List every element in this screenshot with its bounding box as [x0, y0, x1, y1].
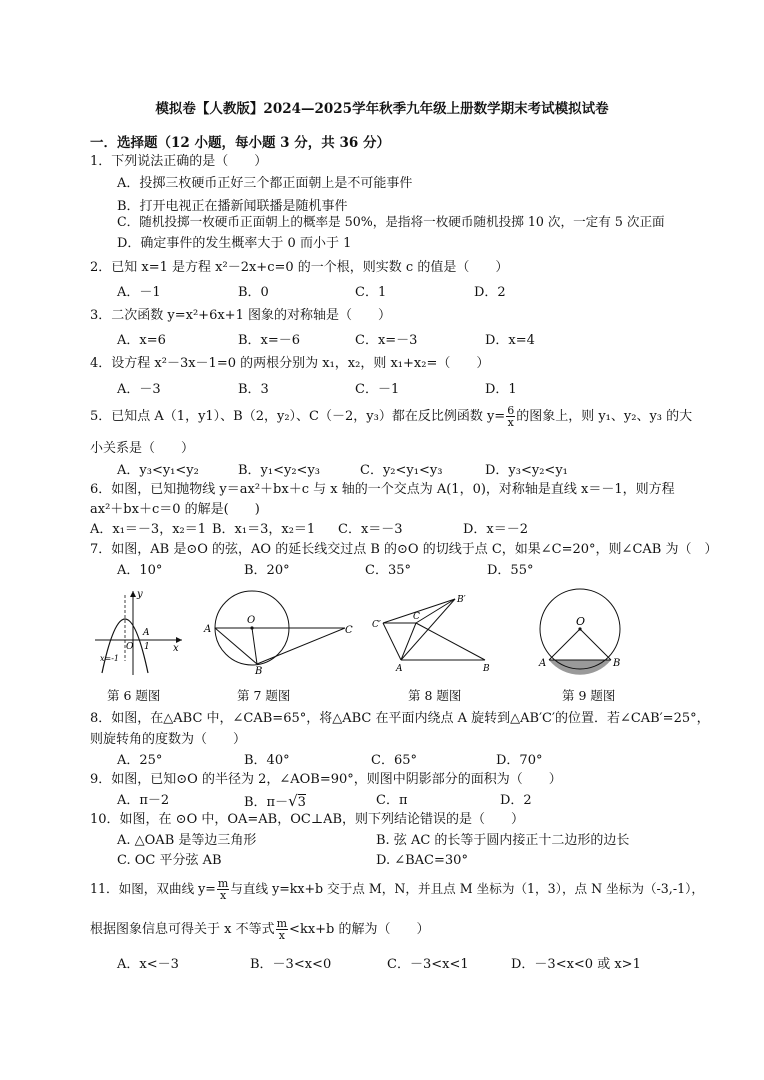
segment-cb [416, 623, 485, 660]
question-8-stem: 8．如图，在△ABC 中，∠CAB=65°，将△ABC 在平面内绕点 A 旋转到△AB′C′的位置．若∠CAB′=25°， [90, 711, 710, 726]
segment-ac [401, 623, 416, 660]
question-3-option-d: D．x=4 [485, 333, 535, 348]
question-11-option-a: A．x<－3 [117, 957, 179, 972]
question-8-stem-cont: 则旋转角的度数为（ ） [90, 732, 247, 747]
segment-ac-prime [383, 623, 401, 660]
question-1-option-a: A．投掷三枚硬币正好三个都正面朝上是不可能事件 [117, 176, 413, 191]
symmetry-label: x=-1 [100, 654, 120, 663]
question-8-option-a: A．25° [117, 753, 163, 768]
question-6-stem-cont: ax²＋bx＋c＝0 的解是( ) [90, 502, 260, 517]
label-b: B [483, 664, 490, 674]
figure-7-caption: 第 7 题图 [237, 688, 291, 703]
question-7-option-c: C．35° [365, 563, 411, 578]
question-5-option-b: B．y₁<y₂<y₃ [238, 463, 321, 478]
segment-c-b-prime [416, 599, 455, 623]
fraction [276, 918, 288, 941]
question-5-stem [90, 405, 692, 428]
fraction-numerator: m [217, 877, 229, 890]
y-label: y [137, 589, 143, 600]
label-c-prime: C′ [372, 620, 381, 630]
question-9-option-a: A．π－2 [117, 793, 170, 808]
question-1-option-d: D．确定事件的发生概率大于 0 而小于 1 [117, 236, 352, 251]
question-3-option-c: C．x=－3 [355, 333, 418, 348]
label-b: B [613, 658, 621, 669]
question-3-option-b: B．x=－6 [238, 333, 301, 348]
question-10-option-a: A. △OAB 是等边三角形 [117, 833, 257, 848]
question-10-stem: 10．如图，在 ⊙O 中，OA=AB，OC⊥AB，则下列结论错误的是（ ） [90, 812, 525, 827]
question-3-stem: 3．二次函数 y=x²+6x+1 图象的对称轴是（ ） [90, 308, 391, 323]
question-6-option-d: D．x＝－2 [463, 522, 529, 537]
figure-6-caption: 第 6 题图 [107, 688, 161, 703]
question-10-option-b: B. 弦 AC 的长等于圆内接正十二边形的边长 [376, 833, 630, 848]
fraction [217, 878, 229, 901]
question-7-option-a: A．10° [117, 563, 163, 578]
tangent-bc [257, 628, 345, 664]
question-9-option-b [244, 792, 306, 812]
label-a: A [539, 658, 547, 669]
question-9-option-d: D．2 [500, 793, 532, 808]
question-2-option-a: A．－1 [117, 285, 161, 300]
fraction-denominator: x [507, 416, 514, 429]
question-8-option-d: D．70° [496, 753, 543, 768]
question-7-option-b: B．20° [244, 563, 290, 578]
figure-7-circle-tangent [200, 590, 360, 675]
label-c: C [345, 625, 353, 636]
question-10-option-c: C. OC 平分弦 AB [117, 853, 222, 868]
sqrt-radicand: 3 [297, 795, 306, 810]
question-8-option-c: C．65° [371, 753, 417, 768]
question-11-option-c: C．－3<x<1 [387, 957, 469, 972]
question-7-option-d: D．55° [487, 563, 534, 578]
question-1-option-b: B．打开电视正在播新闻联播是随机事件 [117, 199, 348, 214]
question-1-option-c: C．随机投掷一枚硬币正面朝上的概率是 50%，是指将一枚硬币随机投掷 10 次，一定有 5 次正面 [117, 214, 665, 229]
label-b-prime: B′ [457, 595, 466, 605]
chord-ab [215, 628, 257, 664]
question-9-option-b-text: B．π－ [244, 795, 289, 810]
question-2-option-b: B．0 [238, 285, 269, 300]
question-2-option-d: D．2 [474, 285, 506, 300]
center-point [250, 626, 253, 629]
question-5-stem-part-2: 的图象上，则 y₁、y₂、y₃ 的大 [516, 409, 693, 424]
question-11-stem-part-2: 与直线 y=kx+b 交于点 M，N，并且点 M 坐标为（1，3），点 N 坐标为（-3,-1）， [230, 881, 704, 896]
fraction-denominator: x [278, 929, 285, 942]
question-2-option-c: C．1 [355, 285, 387, 300]
label-a: A [204, 624, 212, 635]
x-label: x [173, 643, 179, 654]
question-4-option-a: A．－3 [117, 382, 161, 397]
question-11-stem [90, 878, 704, 901]
page-title: 模拟卷【人教版】2024—2025学年秋季九年级上册数学期末考试模拟试卷 [155, 101, 609, 117]
fraction-numerator: m [276, 917, 288, 930]
label-b: B [255, 666, 263, 675]
question-5-stem-cont: 小关系是（ ） [90, 441, 195, 456]
question-8-option-b: B．40° [244, 753, 290, 768]
question-4-option-c: C．－1 [355, 382, 400, 397]
sqrt-sign: √ [288, 792, 298, 810]
one-label: 1 [144, 642, 150, 652]
figure-9-caption: 第 9 题图 [562, 688, 616, 703]
question-11-option-d: D．－3<x<0 或 x>1 [511, 957, 641, 972]
question-7-stem: 7．如图，AB 是⊙O 的弦，AO 的延长线交过点 B 的⊙O 的切线于点 C，如果∠C=20°，则∠CAB 为（ ） [90, 542, 718, 557]
question-11-stem-part-4: <kx+b 的解为（ ） [289, 922, 430, 937]
question-5-stem-part-1: 5．已知点 A（1，y1）、B（2，y₂）、C（－2，y₃）都在反比例函数 y= [90, 409, 506, 424]
question-6-option-a: A．x₁＝－3，x₂＝1 [90, 522, 207, 537]
question-1-stem: 1．下列说法正确的是（ ） [90, 154, 268, 169]
question-6-stem: 6．如图，已知抛物线 y＝ax²＋bx＋c 与 x 轴的一个交点为 A(1，0)，对称轴是直线 x＝－1，则方程 [90, 482, 675, 497]
radius-ob [252, 628, 257, 664]
question-4-option-d: D．1 [485, 382, 517, 397]
fraction-numerator: 6 [507, 404, 515, 417]
label-a: A [396, 664, 403, 674]
label-c: C [413, 612, 420, 622]
question-2-stem: 2．已知 x=1 是方程 x²－2x+c=0 的一个根，则实数 c 的值是（ ） [90, 260, 509, 275]
y-axis-arrow [130, 591, 136, 597]
question-9-option-c: C．π [376, 793, 408, 808]
figure-8-caption: 第 8 题图 [408, 688, 462, 703]
fraction-denominator: x [219, 889, 227, 902]
question-10-option-d: D. ∠BAC=30° [376, 853, 468, 868]
radius-oa [549, 629, 580, 660]
question-5-option-a: A．y₃<y₁<y₂ [117, 463, 199, 478]
question-11-option-b: B．－3<x<0 [250, 957, 332, 972]
fraction [506, 405, 515, 428]
question-9-stem: 9．如图，已知⊙O 的半径为 2，∠AOB=90°，则图中阴影部分的面积为（ ） [90, 772, 562, 787]
question-3-option-a: A．x=6 [117, 333, 166, 348]
point-a-label: A [143, 628, 150, 638]
question-4-stem: 4．设方程 x²－3x－1=0 的两根分别为 x₁，x₂，则 x₁+x₂=（ ） [90, 356, 490, 371]
figure-6-parabola [90, 585, 190, 680]
question-5-option-d: D．y₃<y₂<y₁ [485, 463, 568, 478]
question-11-stem-part-3: 根据图象信息可得关于 x 不等式 [90, 922, 275, 937]
section-heading: 一．选择题（12 小题，每小题 3 分，共 36 分） [90, 135, 390, 151]
label-o: O [576, 615, 586, 628]
question-5-option-c: C．y₂<y₁<y₃ [360, 463, 443, 478]
origin-label: O [126, 642, 134, 652]
radius-ob [580, 629, 611, 660]
question-11-stem-cont [90, 918, 430, 941]
label-o: O [247, 615, 256, 626]
question-4-option-b: B．3 [238, 382, 269, 397]
figure-8-rotation [370, 590, 500, 675]
question-6-option-c: C．x＝－3 [338, 522, 403, 537]
figure-9-shaded-segment [530, 585, 630, 675]
question-11-stem-part-1: 11．如图，双曲线 y= [90, 881, 216, 896]
question-6-option-b: B．x₁＝3，x₂＝1 [212, 522, 316, 537]
